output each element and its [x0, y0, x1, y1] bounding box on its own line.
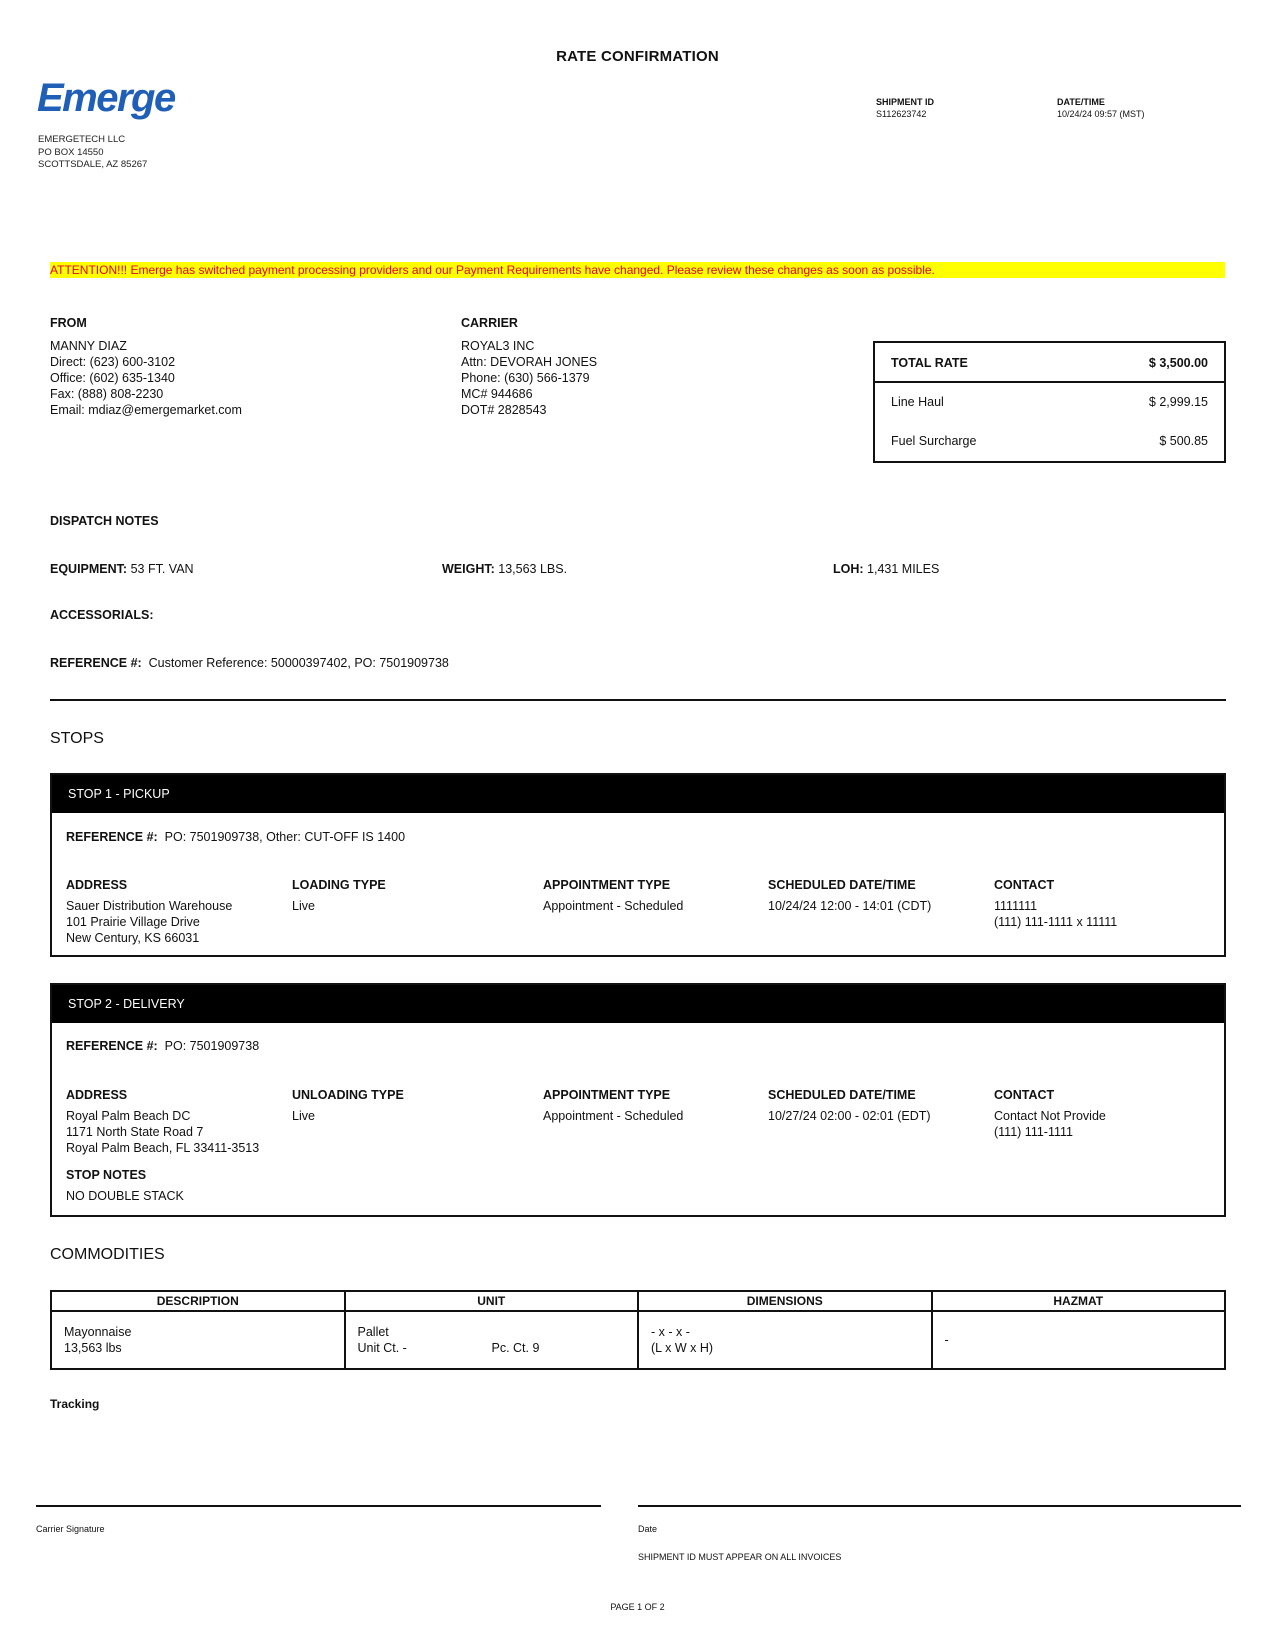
total-rate-label: TOTAL RATE — [891, 356, 968, 370]
hazmat-value: - — [944, 1333, 949, 1347]
line-haul-label: Line Haul — [891, 395, 944, 409]
loh-line — [833, 561, 939, 577]
stop-1-loading-type — [292, 877, 386, 914]
reference-value: Customer Reference: 50000397402, PO: 7501909738 — [148, 656, 449, 670]
datetime-value: 10/24/24 09:57 (MST) — [1057, 109, 1145, 119]
shipment-id-value: S112623742 — [876, 109, 927, 119]
dimensions-units: (L x W x H) — [651, 1341, 714, 1355]
stop-1-contact-heading: CONTACT — [994, 878, 1055, 892]
equipment-line — [50, 561, 194, 577]
stop-2-reference-value: PO: 7501909738 — [164, 1039, 260, 1053]
unit-count: Unit Ct. - — [357, 1341, 407, 1355]
hazmat-column-header: HAZMAT — [1053, 1294, 1104, 1308]
stop-2-address — [66, 1087, 259, 1156]
stop-2-address-heading: ADDRESS — [66, 1088, 128, 1102]
stop-2-contact — [994, 1087, 1106, 1140]
stop-2-appointment-type — [543, 1087, 683, 1124]
stop-1-contact — [994, 877, 1117, 930]
stop-2-contact-line1: Contact Not Provide — [994, 1109, 1106, 1123]
commodities-table — [50, 1290, 1226, 1370]
weight-label: WEIGHT: — [442, 562, 495, 576]
emerge-logo: Emerge — [37, 76, 175, 120]
weight-line — [442, 561, 567, 577]
stop-2-unloading-type-heading: UNLOADING TYPE — [292, 1088, 404, 1102]
stop-1-reference — [66, 829, 405, 845]
from-office: Office: (602) 635-1340 — [50, 371, 175, 385]
stop-1-loading-type-heading: LOADING TYPE — [292, 878, 386, 892]
stop-1-address-heading: ADDRESS — [66, 878, 128, 892]
unit-type: Pallet — [357, 1325, 389, 1339]
stop-1-address — [66, 877, 232, 946]
invoice-note: SHIPMENT ID MUST APPEAR ON ALL INVOICES — [638, 1552, 842, 1562]
from-name: MANNY DIAZ — [50, 339, 127, 353]
piece-count: Pc. Ct. 9 — [491, 1341, 540, 1355]
from-email: Email: mdiaz@emergemarket.com — [50, 403, 242, 417]
unit-column-header: UNIT — [346, 1292, 640, 1310]
carrier-label: CARRIER — [461, 316, 518, 330]
stop-2-scheduled-heading: SCHEDULED DATE/TIME — [768, 1088, 916, 1102]
dimensions-column-header: DIMENSIONS — [639, 1292, 933, 1310]
stop-1-contact-line1: 1111111 — [994, 899, 1038, 913]
stop-1-address-line1: Sauer Distribution Warehouse — [66, 899, 233, 913]
section-divider — [50, 699, 1226, 701]
stop-1-appointment-heading: APPOINTMENT TYPE — [543, 878, 671, 892]
date-label: Date — [638, 1524, 658, 1534]
dimensions-value: - x - x - — [651, 1325, 690, 1339]
attention-banner: ATTENTION!!! Emerge has switched payment processing providers and our Payment Requirements have changed. Please review these changes as soon as possible. — [50, 262, 1225, 278]
stop-2-card — [50, 983, 1226, 1217]
carrier-phone: Phone: (630) 566-1379 — [461, 371, 590, 385]
dispatch-notes-label: DISPATCH NOTES — [50, 514, 159, 528]
stop-2-scheduled — [768, 1087, 931, 1124]
stop-2-unloading-type — [292, 1087, 404, 1124]
carrier-name: ROYAL3 INC — [461, 339, 535, 353]
from-fax: Fax: (888) 808-2230 — [50, 387, 164, 401]
carrier-dot: DOT# 2828543 — [461, 403, 547, 417]
from-label: FROM — [50, 316, 87, 330]
company-address — [38, 134, 147, 172]
datetime-label: DATE/TIME — [1057, 97, 1105, 107]
dimensions-cell — [639, 1312, 933, 1368]
stop-1-reference-label: REFERENCE #: — [66, 830, 158, 844]
commodity-weight: 13,563 lbs — [64, 1341, 122, 1355]
fuel-surcharge-value: $ 500.85 — [1159, 434, 1208, 448]
stop-1-scheduled-heading: SCHEDULED DATE/TIME — [768, 878, 916, 892]
stop-1-scheduled-value: 10/24/24 12:00 - 14:01 (CDT) — [768, 899, 932, 913]
stop-2-notes-heading: STOP NOTES — [66, 1168, 147, 1182]
stop-1-card — [50, 773, 1226, 957]
stop-2-notes-value: NO DOUBLE STACK — [66, 1189, 184, 1203]
stop-1-loading-type-value: Live — [292, 899, 315, 913]
stop-2-reference — [66, 1038, 259, 1054]
carrier-mc: MC# 944686 — [461, 387, 533, 401]
unit-cell — [346, 1312, 640, 1368]
hazmat-cell — [933, 1312, 1225, 1368]
fuel-surcharge-row — [875, 434, 1224, 448]
stop-1-address-line2: 101 Prairie Village Drive — [66, 915, 200, 929]
company-address-line1: PO BOX 14550 — [38, 146, 104, 158]
total-rate-row — [875, 343, 1224, 383]
total-rate-value: $ 3,500.00 — [1148, 356, 1208, 370]
stop-1-reference-value: PO: 7501909738, Other: CUT-OFF IS 1400 — [164, 830, 406, 844]
stop-2-address-line1: Royal Palm Beach DC — [66, 1109, 191, 1123]
stop-2-appointment-heading: APPOINTMENT TYPE — [543, 1088, 671, 1102]
loh-value: 1,431 MILES — [867, 562, 940, 576]
stop-1-header: STOP 1 - PICKUP — [52, 775, 1224, 813]
from-direct: Direct: (623) 600-3102 — [50, 355, 176, 369]
company-address-line2: SCOTTSDALE, AZ 85267 — [38, 159, 148, 170]
commodities-heading: COMMODITIES — [50, 1246, 165, 1263]
carrier-block — [461, 316, 597, 418]
stops-heading: STOPS — [50, 730, 104, 747]
table-row — [52, 1312, 1224, 1368]
carrier-signature-line — [36, 1505, 601, 1507]
stop-2-header: STOP 2 - DELIVERY — [52, 985, 1224, 1023]
stop-1-appointment-type — [543, 877, 683, 914]
date-line — [638, 1505, 1241, 1507]
stop-2-address-line3: Royal Palm Beach, FL 33411-3513 — [66, 1141, 260, 1155]
stop-2-contact-line2: (111) 111-1111 — [994, 1125, 1073, 1139]
weight-value: 13,563 LBS. — [498, 562, 568, 576]
carrier-signature-label: Carrier Signature — [36, 1524, 105, 1534]
page-number: PAGE 1 OF 2 — [610, 1602, 665, 1612]
commodity-name: Mayonnaise — [64, 1325, 132, 1339]
stop-2-appointment-value: Appointment - Scheduled — [543, 1109, 684, 1123]
accessorials-label: ACCESSORIALS: — [50, 608, 154, 622]
stop-2-contact-heading: CONTACT — [994, 1088, 1055, 1102]
equipment-value: 53 FT. VAN — [130, 562, 194, 576]
document-title: RATE CONFIRMATION — [556, 48, 719, 65]
carrier-attn: Attn: DEVORAH JONES — [461, 355, 598, 369]
stop-2-address-line2: 1171 North State Road 7 — [66, 1125, 204, 1139]
tracking-label: Tracking — [50, 1397, 100, 1411]
datetime-block — [1057, 96, 1145, 120]
reference-label: REFERENCE #: — [50, 656, 142, 670]
stop-1-address-line3: New Century, KS 66031 — [66, 931, 200, 945]
equipment-label: EQUIPMENT: — [50, 562, 128, 576]
stop-1-contact-line2: (111) 111-1111 x 11111 — [994, 915, 1118, 929]
stop-2-scheduled-value: 10/27/24 02:00 - 02:01 (EDT) — [768, 1109, 931, 1123]
shipment-id-block — [876, 96, 934, 120]
description-column-header: DESCRIPTION — [52, 1292, 346, 1310]
stop-1-scheduled — [768, 877, 931, 914]
company-name: EMERGETECH LLC — [38, 134, 126, 145]
line-haul-value: $ 2,999.15 — [1148, 395, 1208, 409]
from-block — [50, 316, 242, 418]
commodities-header-row — [52, 1292, 1224, 1312]
fuel-surcharge-label: Fuel Surcharge — [891, 434, 977, 448]
stop-1-appointment-value: Appointment - Scheduled — [543, 899, 684, 913]
shipment-id-label: SHIPMENT ID — [876, 97, 935, 107]
description-cell — [52, 1312, 346, 1368]
stop-2-unloading-type-value: Live — [292, 1109, 315, 1123]
line-haul-row — [875, 395, 1224, 409]
loh-label: LOH: — [833, 562, 864, 576]
stop-2-notes — [66, 1167, 184, 1204]
reference-line — [50, 655, 449, 671]
stop-2-reference-label: REFERENCE #: — [66, 1039, 158, 1053]
rate-box — [873, 341, 1226, 463]
